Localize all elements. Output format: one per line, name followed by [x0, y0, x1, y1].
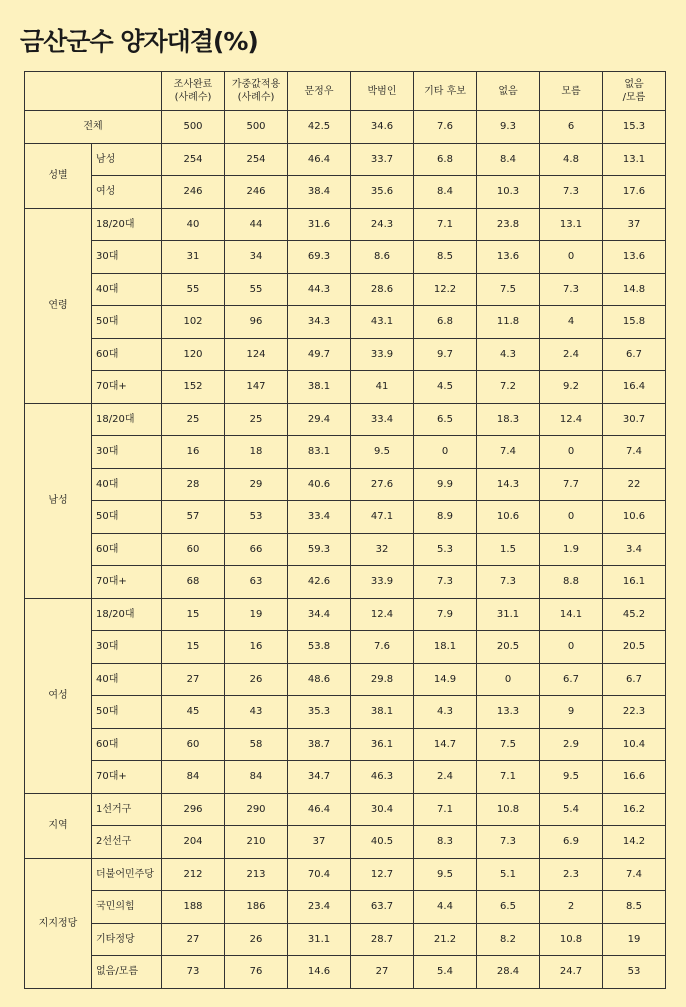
- row-label: 40대: [92, 663, 162, 696]
- column-header-text: 없음: [498, 85, 518, 97]
- table-cell: 46.4: [288, 793, 351, 826]
- table-cell: 14.6: [288, 956, 351, 989]
- table-cell: 7.1: [414, 208, 477, 241]
- table-cell: 15.8: [603, 306, 666, 339]
- column-header-text: 모름: [561, 85, 581, 97]
- table-cell: 7.4: [603, 436, 666, 469]
- table-cell: 12.7: [351, 858, 414, 891]
- table-cell: 10.8: [477, 793, 540, 826]
- row-label: 2선선구: [92, 826, 162, 859]
- table-cell: 246: [162, 176, 225, 209]
- table-cell: 8.4: [477, 143, 540, 176]
- column-header-text: /모름: [622, 92, 646, 103]
- group-label: 연령: [25, 208, 92, 403]
- table-cell: 10.3: [477, 176, 540, 209]
- table-cell: 8.6: [351, 241, 414, 274]
- row-label: 60대: [92, 728, 162, 761]
- table-cell: 7.2: [477, 371, 540, 404]
- table-cell: 12.4: [351, 598, 414, 631]
- table-cell: 25: [162, 403, 225, 436]
- table-cell: 212: [162, 858, 225, 891]
- table-cell: 10.6: [603, 501, 666, 534]
- table-cell: 13.1: [540, 208, 603, 241]
- table-cell: 55: [225, 273, 288, 306]
- column-header-text: 가중값적용: [231, 79, 281, 90]
- row-label: 18/20대: [92, 598, 162, 631]
- table-cell: 63.7: [351, 891, 414, 924]
- table-cell: 8.5: [603, 891, 666, 924]
- table-cell: 20.5: [477, 631, 540, 664]
- table-cell: 27.6: [351, 468, 414, 501]
- table-cell: 49.7: [288, 338, 351, 371]
- table-cell: 3.4: [603, 533, 666, 566]
- column-header: [288, 72, 351, 111]
- table-cell: 69.3: [288, 241, 351, 274]
- table-cell: 13.3: [477, 696, 540, 729]
- table-cell: 63: [225, 566, 288, 599]
- table-row: [25, 436, 666, 469]
- table-cell: 24.7: [540, 956, 603, 989]
- table-cell: 16.4: [603, 371, 666, 404]
- table-cell: 9.2: [540, 371, 603, 404]
- table-cell: 40.5: [351, 826, 414, 859]
- table-cell: 45: [162, 696, 225, 729]
- table-cell: 213: [225, 858, 288, 891]
- row-label: 60대: [92, 338, 162, 371]
- table-cell: 45.2: [603, 598, 666, 631]
- table-cell: 7.6: [414, 111, 477, 144]
- table-cell: 6.8: [414, 306, 477, 339]
- table-cell: 13.6: [477, 241, 540, 274]
- table-cell: 152: [162, 371, 225, 404]
- column-header-text: 조사완료: [173, 79, 213, 90]
- table-cell: 37: [288, 826, 351, 859]
- table-row: [25, 598, 666, 631]
- row-label: 30대: [92, 436, 162, 469]
- table-cell: 32: [351, 533, 414, 566]
- row-label: 60대: [92, 533, 162, 566]
- table-cell: 48.6: [288, 663, 351, 696]
- column-header: [603, 72, 666, 111]
- table-row: [25, 468, 666, 501]
- table-cell: 120: [162, 338, 225, 371]
- table-row: [25, 273, 666, 306]
- table-cell: 4.4: [414, 891, 477, 924]
- row-label: 50대: [92, 696, 162, 729]
- table-cell: 8.4: [414, 176, 477, 209]
- total-row: [25, 111, 666, 144]
- table-cell: 10.4: [603, 728, 666, 761]
- table-cell: 31.1: [288, 923, 351, 956]
- table-cell: 7.3: [540, 273, 603, 306]
- table-cell: 10.6: [477, 501, 540, 534]
- row-label: 기타정당: [92, 923, 162, 956]
- table-cell: 33.4: [351, 403, 414, 436]
- table-cell: 14.2: [603, 826, 666, 859]
- column-header: [162, 72, 225, 111]
- table-cell: 0: [414, 436, 477, 469]
- table-cell: 6.5: [414, 403, 477, 436]
- table-cell: 16.1: [603, 566, 666, 599]
- table-cell: 7.3: [477, 566, 540, 599]
- table-cell: 29.8: [351, 663, 414, 696]
- table-cell: 246: [225, 176, 288, 209]
- table-cell: 290: [225, 793, 288, 826]
- table-cell: 27: [162, 923, 225, 956]
- table-cell: 18.1: [414, 631, 477, 664]
- table-cell: 16.2: [603, 793, 666, 826]
- table-cell: 30.7: [603, 403, 666, 436]
- page-title: 금산군수 양자대결(%): [20, 27, 258, 56]
- table-row: [25, 176, 666, 209]
- table-cell: 7.4: [603, 858, 666, 891]
- row-label: 30대: [92, 241, 162, 274]
- table-cell: 13.1: [603, 143, 666, 176]
- table-cell: 9.5: [540, 761, 603, 794]
- table-cell: 46.3: [351, 761, 414, 794]
- table-cell: 15: [162, 631, 225, 664]
- table-cell: 7.7: [540, 468, 603, 501]
- table-cell: 33.7: [351, 143, 414, 176]
- table-cell: 7.1: [414, 793, 477, 826]
- table-cell: 33.9: [351, 338, 414, 371]
- table-cell: 7.4: [477, 436, 540, 469]
- table-cell: 38.1: [351, 696, 414, 729]
- table-cell: 22: [603, 468, 666, 501]
- table-cell: 15: [162, 598, 225, 631]
- table-cell: 58: [225, 728, 288, 761]
- table-cell: 17.6: [603, 176, 666, 209]
- table-cell: 6.7: [540, 663, 603, 696]
- column-header-text: 기타 후보: [424, 85, 466, 97]
- table-cell: 5.1: [477, 858, 540, 891]
- table-cell: 44: [225, 208, 288, 241]
- row-label: 70대+: [92, 761, 162, 794]
- table-cell: 27: [351, 956, 414, 989]
- table-cell: 12.4: [540, 403, 603, 436]
- table-cell: 6.7: [603, 663, 666, 696]
- table-cell: 4.3: [477, 338, 540, 371]
- table-cell: 35.6: [351, 176, 414, 209]
- row-label: 18/20대: [92, 208, 162, 241]
- table-cell: 28: [162, 468, 225, 501]
- table-cell: 31.6: [288, 208, 351, 241]
- table-cell: 8.3: [414, 826, 477, 859]
- table-cell: 0: [477, 663, 540, 696]
- table-cell: 31: [162, 241, 225, 274]
- table-cell: 0: [540, 631, 603, 664]
- table-cell: 28.4: [477, 956, 540, 989]
- table-cell: 40: [162, 208, 225, 241]
- table-cell: 11.8: [477, 306, 540, 339]
- table-cell: 20.5: [603, 631, 666, 664]
- row-label: 50대: [92, 501, 162, 534]
- table-cell: 36.1: [351, 728, 414, 761]
- table-cell: 16: [225, 631, 288, 664]
- row-label: 40대: [92, 468, 162, 501]
- column-header: [351, 72, 414, 111]
- group-label: 지지정당: [25, 858, 92, 988]
- table-cell: 23.8: [477, 208, 540, 241]
- table-cell: 0: [540, 501, 603, 534]
- table-cell: 53: [225, 501, 288, 534]
- table-cell: 16.6: [603, 761, 666, 794]
- table-row: [25, 891, 666, 924]
- table-cell: 26: [225, 923, 288, 956]
- table-cell: 6.8: [414, 143, 477, 176]
- table-cell: 4.3: [414, 696, 477, 729]
- table-row: [25, 761, 666, 794]
- column-header-text: (사례수): [174, 92, 212, 103]
- table-cell: 35.3: [288, 696, 351, 729]
- table-cell: 34.7: [288, 761, 351, 794]
- table-cell: 7.1: [477, 761, 540, 794]
- column-header-text: 없음: [624, 79, 644, 90]
- table-cell: 2.4: [414, 761, 477, 794]
- table-cell: 38.4: [288, 176, 351, 209]
- table-cell: 28.7: [351, 923, 414, 956]
- table-cell: 25: [225, 403, 288, 436]
- table-cell: 34.6: [351, 111, 414, 144]
- table-cell: 28.6: [351, 273, 414, 306]
- column-header: [225, 72, 288, 111]
- survey-table: [24, 71, 666, 989]
- table-cell: 76: [225, 956, 288, 989]
- table-cell: 96: [225, 306, 288, 339]
- table-row: [25, 208, 666, 241]
- table-row: [25, 566, 666, 599]
- table-cell: 8.9: [414, 501, 477, 534]
- table-cell: 204: [162, 826, 225, 859]
- table-row: [25, 501, 666, 534]
- table-row: [25, 403, 666, 436]
- group-label: 여성: [25, 598, 92, 793]
- table-cell: 9.3: [477, 111, 540, 144]
- table-row: [25, 338, 666, 371]
- table-cell: 8.8: [540, 566, 603, 599]
- column-header: [477, 72, 540, 111]
- table-cell: 7.5: [477, 273, 540, 306]
- table-cell: 7.5: [477, 728, 540, 761]
- table-cell: 14.1: [540, 598, 603, 631]
- row-label: 없음/모름: [92, 956, 162, 989]
- table-cell: 147: [225, 371, 288, 404]
- table-row: [25, 306, 666, 339]
- table-cell: 14.9: [414, 663, 477, 696]
- table-cell: 10.8: [540, 923, 603, 956]
- table-cell: 22.3: [603, 696, 666, 729]
- table-cell: 23.4: [288, 891, 351, 924]
- table-row: [25, 793, 666, 826]
- table-cell: 5.3: [414, 533, 477, 566]
- table-cell: 7.3: [540, 176, 603, 209]
- table-cell: 4: [540, 306, 603, 339]
- table-cell: 41: [351, 371, 414, 404]
- corner-cell: [25, 72, 162, 111]
- table-row: [25, 241, 666, 274]
- table-cell: 2.4: [540, 338, 603, 371]
- table-cell: 186: [225, 891, 288, 924]
- column-header-text: 박범인: [367, 85, 397, 97]
- table-cell: 44.3: [288, 273, 351, 306]
- table-cell: 31.1: [477, 598, 540, 631]
- table-cell: 500: [225, 111, 288, 144]
- row-label: 40대: [92, 273, 162, 306]
- table-cell: 5.4: [414, 956, 477, 989]
- row-label: 70대+: [92, 566, 162, 599]
- table-cell: 16: [162, 436, 225, 469]
- table-cell: 19: [225, 598, 288, 631]
- table-cell: 34.4: [288, 598, 351, 631]
- row-label: 더불어민주당: [92, 858, 162, 891]
- table-row: [25, 728, 666, 761]
- table-row: [25, 533, 666, 566]
- row-label: 30대: [92, 631, 162, 664]
- table-cell: 254: [162, 143, 225, 176]
- table-row: [25, 143, 666, 176]
- column-header: [540, 72, 603, 111]
- table-cell: 7.9: [414, 598, 477, 631]
- group-label: 성별: [25, 143, 92, 208]
- table-cell: 296: [162, 793, 225, 826]
- row-label: 50대: [92, 306, 162, 339]
- table-cell: 34.3: [288, 306, 351, 339]
- table-cell: 70.4: [288, 858, 351, 891]
- table-cell: 4.8: [540, 143, 603, 176]
- table-cell: 5.4: [540, 793, 603, 826]
- group-label: 남성: [25, 403, 92, 598]
- table-row: [25, 631, 666, 664]
- column-header-text: 문정우: [304, 85, 334, 97]
- table-cell: 53.8: [288, 631, 351, 664]
- table-cell: 18: [225, 436, 288, 469]
- table-row: [25, 696, 666, 729]
- table-cell: 47.1: [351, 501, 414, 534]
- table-cell: 9.5: [351, 436, 414, 469]
- table-cell: 30.4: [351, 793, 414, 826]
- table-cell: 188: [162, 891, 225, 924]
- table-cell: 33.9: [351, 566, 414, 599]
- row-label: 1선거구: [92, 793, 162, 826]
- row-label: 남성: [92, 143, 162, 176]
- table-cell: 84: [162, 761, 225, 794]
- table-cell: 84: [225, 761, 288, 794]
- row-label: 여성: [92, 176, 162, 209]
- table-row: [25, 371, 666, 404]
- table-cell: 33.4: [288, 501, 351, 534]
- table-cell: 7.3: [414, 566, 477, 599]
- table-cell: 40.6: [288, 468, 351, 501]
- column-header: [414, 72, 477, 111]
- column-header-text: (사례수): [237, 92, 275, 103]
- table-cell: 0: [540, 241, 603, 274]
- table-cell: 43: [225, 696, 288, 729]
- table-cell: 9: [540, 696, 603, 729]
- table-cell: 6.9: [540, 826, 603, 859]
- table-cell: 18.3: [477, 403, 540, 436]
- table-cell: 42.6: [288, 566, 351, 599]
- table-cell: 9.5: [414, 858, 477, 891]
- table-cell: 19: [603, 923, 666, 956]
- row-label: 국민의힘: [92, 891, 162, 924]
- table-cell: 37: [603, 208, 666, 241]
- table-cell: 2: [540, 891, 603, 924]
- table-cell: 9.9: [414, 468, 477, 501]
- table-cell: 14.8: [603, 273, 666, 306]
- table-cell: 34: [225, 241, 288, 274]
- table-cell: 14.7: [414, 728, 477, 761]
- table-cell: 6.7: [603, 338, 666, 371]
- table-cell: 60: [162, 728, 225, 761]
- table-cell: 500: [162, 111, 225, 144]
- table-cell: 9.7: [414, 338, 477, 371]
- table-cell: 60: [162, 533, 225, 566]
- table-cell: 53: [603, 956, 666, 989]
- table-cell: 21.2: [414, 923, 477, 956]
- table-cell: 38.1: [288, 371, 351, 404]
- table-cell: 12.2: [414, 273, 477, 306]
- row-label: 70대+: [92, 371, 162, 404]
- table-row: [25, 956, 666, 989]
- table-cell: 1.5: [477, 533, 540, 566]
- table-row: [25, 663, 666, 696]
- table-cell: 254: [225, 143, 288, 176]
- table-cell: 59.3: [288, 533, 351, 566]
- table-cell: 0: [540, 436, 603, 469]
- table-cell: 68: [162, 566, 225, 599]
- table-cell: 26: [225, 663, 288, 696]
- table-cell: 7.6: [351, 631, 414, 664]
- table-cell: 8.2: [477, 923, 540, 956]
- row-label: 18/20대: [92, 403, 162, 436]
- table-cell: 43.1: [351, 306, 414, 339]
- table-cell: 6: [540, 111, 603, 144]
- table-row: [25, 858, 666, 891]
- table-cell: 4.5: [414, 371, 477, 404]
- table-cell: 24.3: [351, 208, 414, 241]
- group-label: 지역: [25, 793, 92, 858]
- table-cell: 124: [225, 338, 288, 371]
- table-cell: 14.3: [477, 468, 540, 501]
- table-row: [25, 923, 666, 956]
- table-cell: 57: [162, 501, 225, 534]
- table-cell: 29.4: [288, 403, 351, 436]
- table-cell: 15.3: [603, 111, 666, 144]
- table-cell: 7.3: [477, 826, 540, 859]
- header-row: [25, 72, 666, 111]
- table-cell: 83.1: [288, 436, 351, 469]
- table-row: [25, 826, 666, 859]
- table-cell: 8.5: [414, 241, 477, 274]
- table-cell: 73: [162, 956, 225, 989]
- table-cell: 2.9: [540, 728, 603, 761]
- table-cell: 55: [162, 273, 225, 306]
- table-cell: 13.6: [603, 241, 666, 274]
- table-cell: 102: [162, 306, 225, 339]
- table-cell: 42.5: [288, 111, 351, 144]
- table-cell: 2.3: [540, 858, 603, 891]
- table-cell: 29: [225, 468, 288, 501]
- table-cell: 1.9: [540, 533, 603, 566]
- table-cell: 38.7: [288, 728, 351, 761]
- table-cell: 46.4: [288, 143, 351, 176]
- table-cell: 210: [225, 826, 288, 859]
- table-cell: 6.5: [477, 891, 540, 924]
- total-label: 전체: [25, 111, 162, 144]
- table-cell: 27: [162, 663, 225, 696]
- table-cell: 66: [225, 533, 288, 566]
